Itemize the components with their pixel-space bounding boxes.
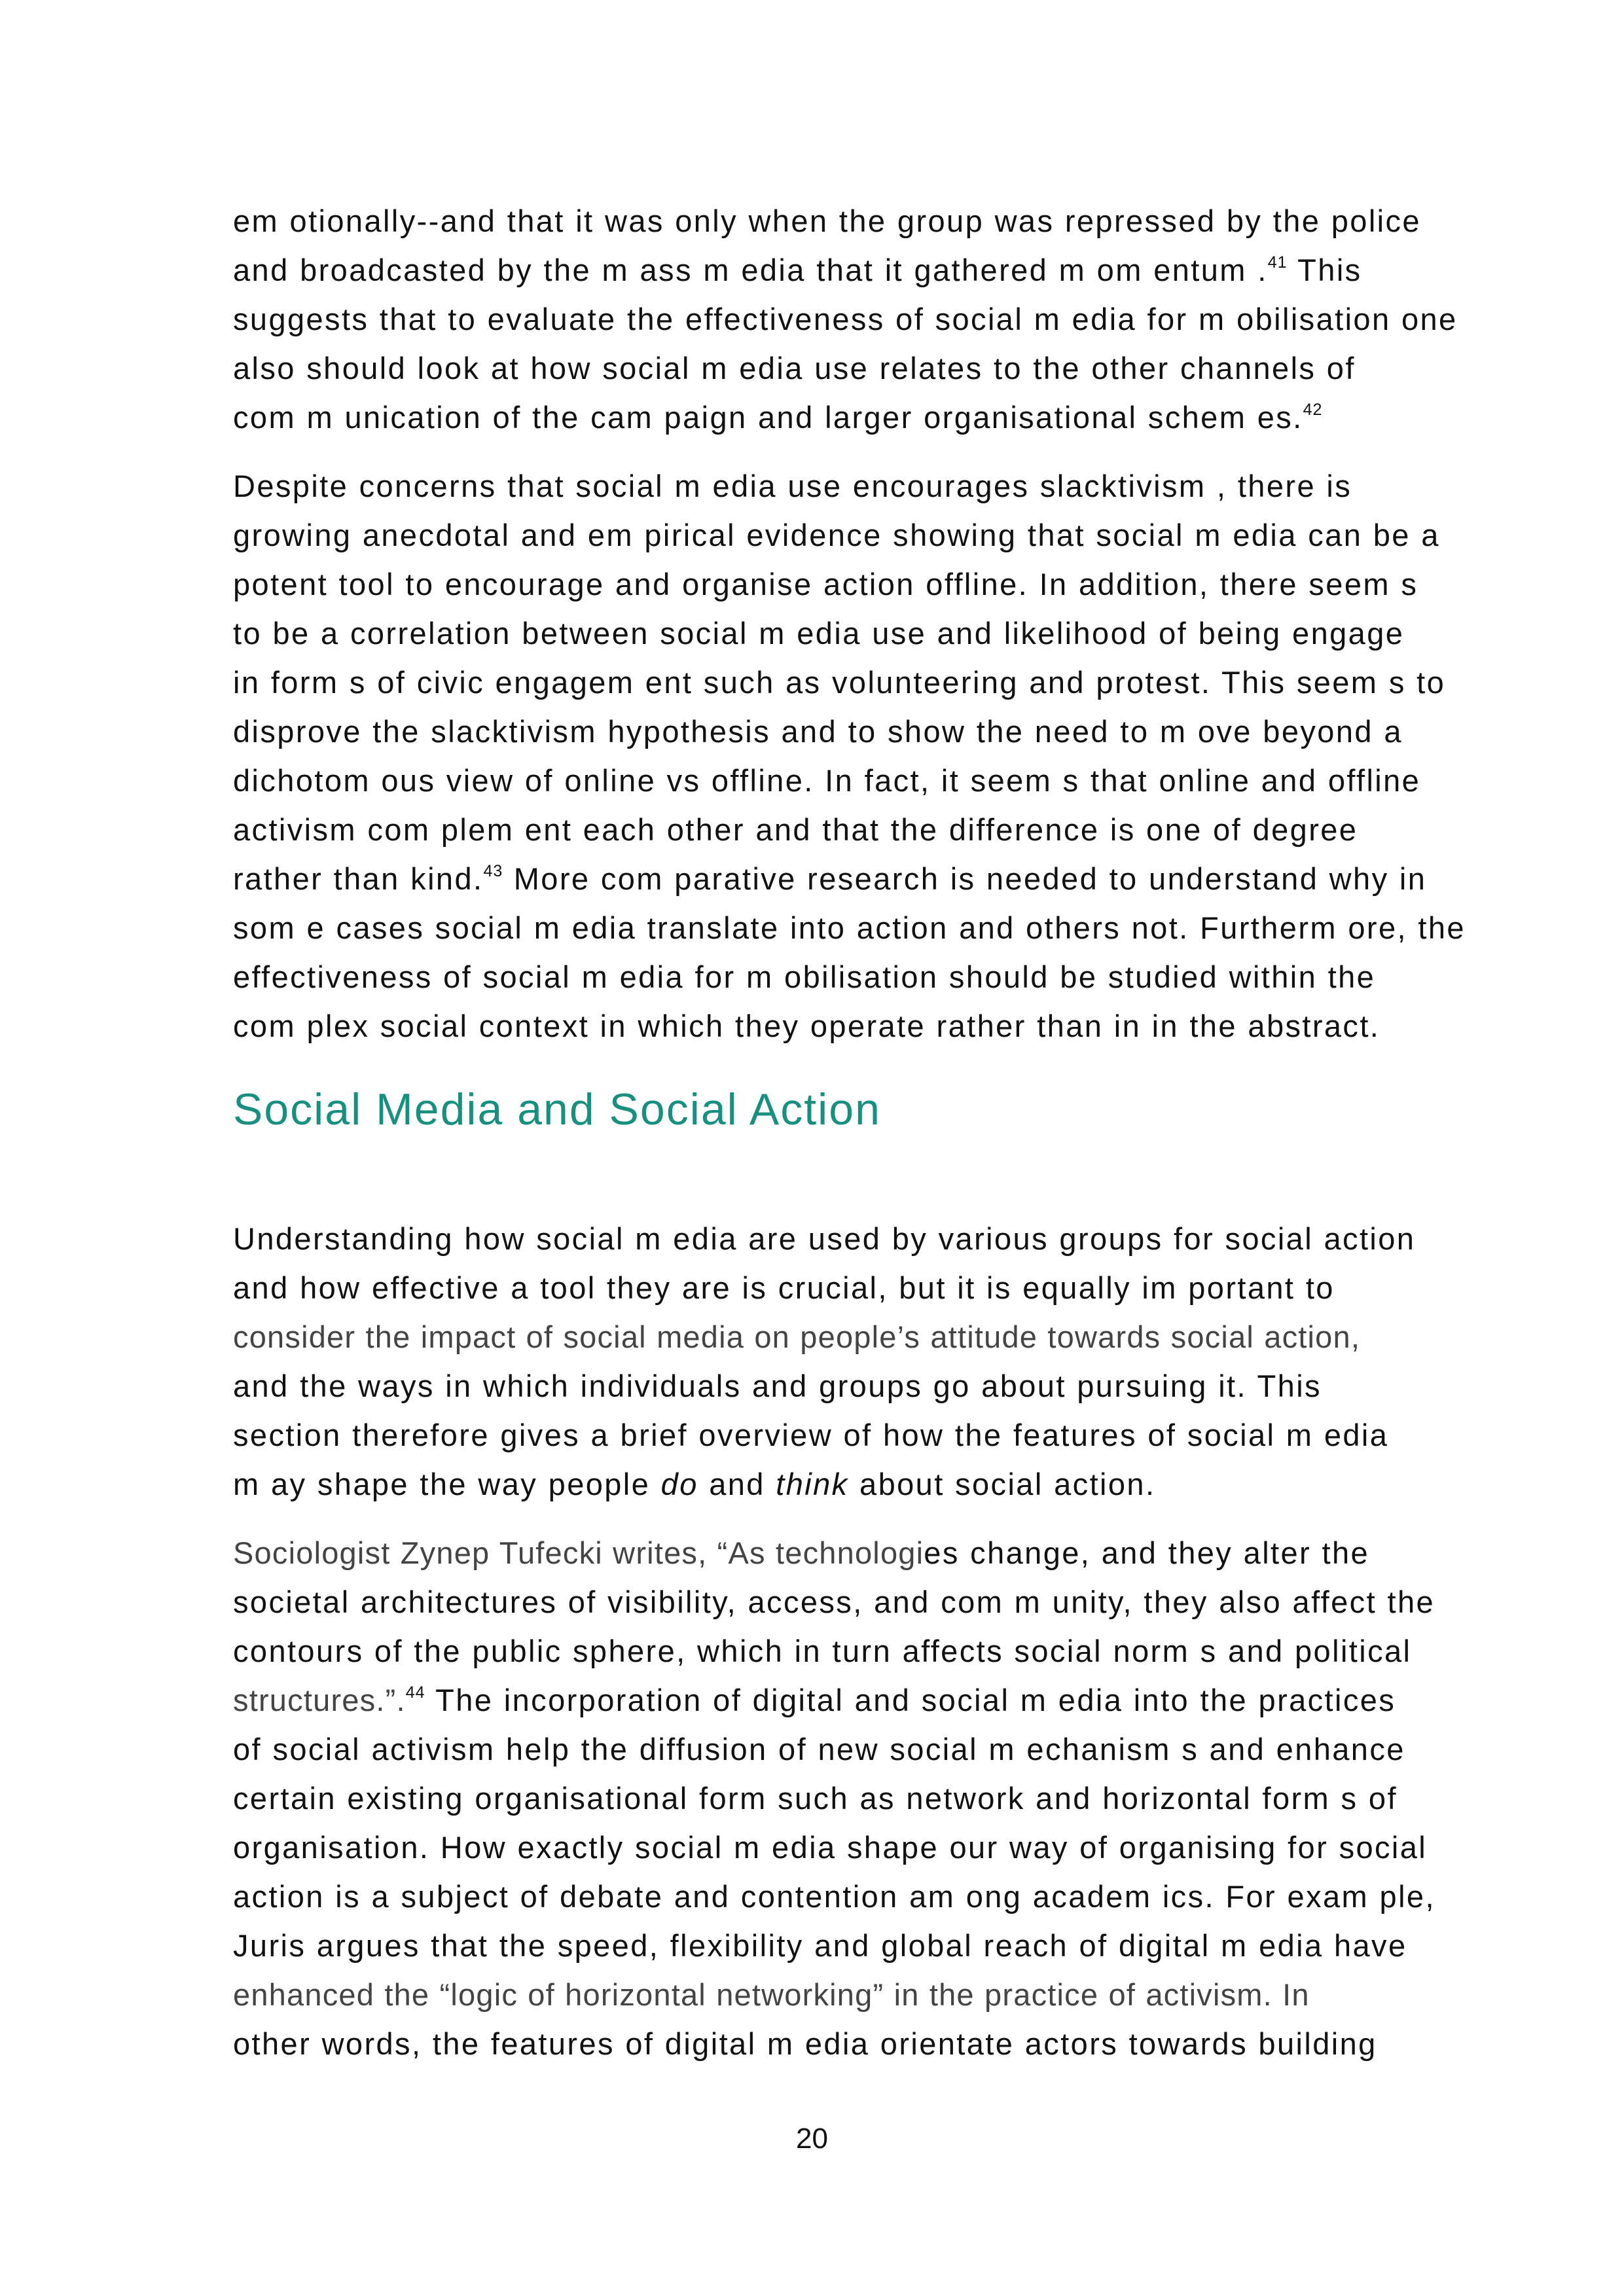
text-run: This — [1287, 253, 1362, 287]
text-line: dichotom ous view of online vs offline. In fact, it seem s that online and offline — [233, 763, 1421, 798]
text-line: growing anecdotal and em pirical evidence showing that social m edia can be a — [233, 518, 1440, 552]
emphasis-think: think — [776, 1467, 849, 1501]
text-line: consider the impact of social media on people’s attitude towards social action, — [233, 1319, 1361, 1354]
text-line — [233, 1528, 1516, 1577]
text-line: section therefore gives a brief overview of how the features of social m edia — [233, 1418, 1389, 1452]
page-number: 20 — [796, 2123, 828, 2155]
text-run: es change, and they alter the — [924, 1535, 1370, 1570]
text-line: other words, the features of digital m edia orientate actors towards building — [233, 2026, 1377, 2061]
text-line — [233, 245, 1516, 295]
text-line: com plex social context in which they operate rather than in in the abstract. — [233, 1009, 1380, 1043]
text-run: com m unication of the cam paign and larger organisational schem es. — [233, 400, 1303, 435]
section-heading: Social Media and Social Action — [233, 1085, 881, 1134]
text-line: Despite concerns that social m edia use encourages slacktivism , there is — [233, 469, 1352, 503]
text-line: potent tool to encourage and organise action offline. In addition, there seem s — [233, 567, 1418, 601]
text-line: societal architectures of visibility, access, and com m unity, they also affect the — [233, 1585, 1435, 1619]
footnote-ref-44[interactable]: 44 — [405, 1683, 425, 1702]
text-run: Sociologist Zynep Tufecki writes, “As technologi — [233, 1535, 924, 1570]
footnote-ref-42[interactable]: 42 — [1303, 401, 1323, 419]
text-run: and — [698, 1467, 776, 1501]
text-line: certain existing organisational form such as network and horizontal form s of — [233, 1781, 1398, 1816]
text-run: structures.”. — [233, 1683, 406, 1717]
text-line: suggests that to evaluate the effectiveness of social m edia for m obilisation one — [233, 302, 1458, 336]
text-run: m ay shape the way people — [233, 1467, 661, 1501]
footnote-ref-43[interactable]: 43 — [483, 862, 503, 880]
text-run: about social action. — [848, 1467, 1156, 1501]
text-line: disprove the slacktivism hypothesis and to show the need to m ove beyond a — [233, 714, 1403, 749]
text-line — [233, 854, 1516, 903]
text-line: and the ways in which individuals and groups go about pursuing it. This — [233, 1369, 1322, 1403]
text-line: Juris argues that the speed, flexibility and global reach of digital m edia have — [233, 1928, 1407, 1963]
text-line: em otionally--and that it was only when the group was repressed by the police — [233, 204, 1421, 238]
paragraph-4 — [233, 1528, 1516, 2068]
emphasis-do: do — [660, 1467, 698, 1501]
text-line — [233, 1460, 1516, 1509]
text-line: in form s of civic engagem ent such as volunteering and protest. This seem s to — [233, 665, 1446, 700]
text-line: contours of the public sphere, which in turn affects social norm s and political — [233, 1634, 1412, 1668]
text-line: activism com plem ent each other and that the difference is one of degree — [233, 812, 1358, 847]
text-line: also should look at how social m edia use relates to the other channels of — [233, 351, 1356, 386]
text-run: More com parative research is needed to understand why in — [503, 861, 1427, 896]
text-line: enhanced the “logic of horizontal networking” in the practice of activism. In — [233, 1977, 1310, 2012]
text-line: effectiveness of social m edia for m obilisation should be studied within the — [233, 960, 1376, 994]
text-run: The incorporation of digital and social m edia into the practices — [425, 1683, 1396, 1717]
text-line: and how effective a tool they are is crucial, but it is equally im portant to — [233, 1270, 1335, 1305]
paragraph-3 — [233, 1214, 1516, 1509]
text-line — [233, 393, 1516, 442]
text-line: to be a correlation between social m edia use and likelihood of being engage — [233, 616, 1405, 651]
text-line — [233, 1676, 1516, 1725]
paragraph-1 — [233, 196, 1516, 442]
text-run: rather than kind. — [233, 861, 484, 896]
paragraph-2 — [233, 461, 1516, 1050]
text-line: of social activism help the diffusion of new social m echanism s and enhance — [233, 1732, 1405, 1767]
text-line: organisation. How exactly social m edia shape our way of organising for social — [233, 1830, 1428, 1865]
text-line: action is a subject of debate and contention am ong academ ics. For exam ple, — [233, 1879, 1435, 1914]
text-line: Understanding how social m edia are used by various groups for social action — [233, 1221, 1416, 1256]
footnote-ref-41[interactable]: 41 — [1267, 253, 1288, 272]
text-run: and broadcasted by the m ass m edia that it gathered m om entum . — [233, 253, 1268, 287]
text-line: som e cases social m edia translate into action and others not. Furtherm ore, the — [233, 910, 1466, 945]
